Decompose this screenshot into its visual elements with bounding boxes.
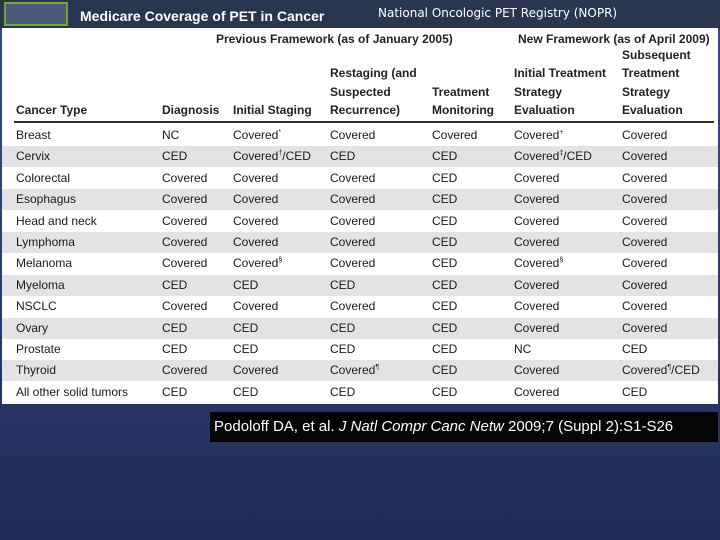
coverage-cell — [162, 128, 179, 142]
cell-text: CED — [233, 320, 259, 335]
cell-text: Lymphoma — [16, 235, 75, 249]
cell-text: Covered — [514, 384, 560, 399]
column-header-5-line-0: Initial Treatment — [514, 66, 607, 80]
cell-text: Covered — [622, 256, 668, 271]
cancer-type-cell — [16, 299, 57, 313]
cell-text: CED — [330, 384, 356, 399]
cell-text: Covered — [514, 363, 560, 378]
cancer-type-cell — [16, 214, 97, 228]
coverage-cell — [432, 299, 457, 313]
cell-text: Covered — [622, 363, 668, 378]
coverage-cell — [162, 363, 207, 377]
cell-text: Covered — [233, 299, 279, 314]
cell-text: Covered — [330, 235, 376, 249]
cell-text: CED — [162, 277, 188, 292]
cell-text: Covered — [162, 213, 208, 228]
cell-text: Covered — [162, 192, 208, 207]
cell-text: Thyroid — [16, 363, 57, 378]
coverage-cell — [233, 149, 311, 163]
cell-text: Covered — [233, 235, 279, 249]
coverage-cell — [622, 235, 667, 249]
coverage-cell — [233, 214, 278, 228]
coverage-cell — [162, 235, 207, 249]
table-row — [2, 253, 718, 274]
coverage-cell — [622, 278, 667, 292]
cancer-type-cell — [16, 363, 56, 377]
coverage-cell — [162, 299, 207, 313]
cell-text: NC — [162, 128, 180, 142]
coverage-cell — [233, 235, 278, 249]
coverage-cell — [162, 256, 207, 270]
cell-text: Covered — [233, 256, 279, 271]
coverage-cell — [162, 342, 187, 356]
coverage-cell — [330, 363, 379, 377]
cell-text: CED — [432, 320, 458, 335]
coverage-cell — [233, 342, 258, 356]
coverage-cell — [622, 192, 667, 206]
cancer-type-cell — [16, 235, 75, 249]
coverage-cell — [330, 278, 355, 292]
coverage-cell — [233, 192, 278, 206]
cell-text: CED — [162, 384, 188, 399]
cell-text: Covered — [330, 363, 376, 378]
table-row — [2, 360, 718, 381]
cell-text: Covered — [162, 363, 208, 378]
coverage-cell — [233, 256, 282, 270]
coverage-cell — [162, 385, 187, 399]
cell-text: Covered — [162, 235, 208, 249]
cell-text: CED — [432, 192, 458, 207]
coverage-cell — [233, 299, 278, 313]
coverage-cell — [514, 278, 559, 292]
cell-text: CED — [432, 235, 458, 249]
cell-text: Covered — [622, 299, 668, 314]
slide-title: Medicare Coverage of PET in Cancer — [80, 8, 325, 24]
coverage-cell — [622, 385, 647, 399]
coverage-cell — [622, 171, 667, 185]
column-header-6-line-0: Subsequent — [622, 47, 691, 62]
cell-text: CED — [162, 342, 188, 356]
group-header-new: New Framework (as of April 2009) — [518, 32, 710, 46]
coverage-cell — [330, 149, 355, 163]
coverage-table — [2, 28, 718, 404]
column-header-5-line-2: Evaluation — [514, 103, 575, 117]
title-bar — [0, 0, 720, 30]
cell-text: Covered — [514, 235, 560, 249]
column-header-0-line-0: Cancer Type — [16, 103, 88, 117]
coverage-cell — [330, 128, 375, 142]
coverage-cell — [514, 128, 563, 142]
cell-text: Prostate — [16, 342, 61, 356]
cell-text: CED — [330, 320, 356, 335]
cell-text: Covered — [514, 320, 560, 335]
cell-text: Covered — [514, 170, 560, 185]
table-row — [2, 275, 718, 296]
coverage-cell — [622, 256, 667, 270]
cell-text: Covered — [330, 299, 376, 314]
coverage-cell — [330, 171, 375, 185]
coverage-cell — [233, 278, 258, 292]
cell-text: CED — [233, 384, 259, 399]
cell-text: Covered — [233, 149, 279, 164]
coverage-cell — [622, 128, 667, 142]
cancer-type-cell — [16, 171, 70, 185]
column-header-6-line-2: Strategy — [622, 84, 671, 99]
cell-text: Cervix — [16, 149, 51, 164]
coverage-cell — [432, 235, 457, 249]
footnote-marker: + — [559, 129, 564, 136]
cell-text: Covered — [432, 128, 478, 142]
cancer-type-cell — [16, 278, 65, 292]
cell-text: Myeloma — [16, 277, 65, 292]
coverage-cell — [432, 278, 457, 292]
footnote-marker: ¶ — [667, 364, 672, 372]
cell-text: Covered — [622, 235, 668, 249]
table-row — [2, 189, 718, 210]
coverage-cell — [432, 321, 457, 335]
table-row — [2, 339, 718, 360]
citation-authors: Podoloff DA, et al. — [214, 418, 335, 435]
column-header-6-line-3: Evaluation — [622, 103, 683, 117]
footnote-marker: § — [278, 257, 283, 265]
cell-text: Covered — [162, 299, 208, 314]
cell-text: CED — [330, 149, 356, 164]
cell-text: NSCLC — [16, 299, 57, 314]
citation-journal: J Natl Compr Canc Netw — [338, 418, 504, 435]
table-row — [2, 382, 718, 403]
coverage-cell — [432, 385, 457, 399]
cancer-type-cell — [16, 128, 51, 142]
footnote-marker: † — [278, 150, 283, 158]
citation-box — [210, 412, 718, 442]
column-header-1-line-0: Diagnosis — [162, 103, 220, 117]
coverage-cell — [162, 149, 187, 163]
coverage-cell — [330, 235, 375, 249]
cell-text: Esophagus — [16, 192, 77, 207]
coverage-cell — [514, 214, 559, 228]
cell-text: Covered — [514, 277, 560, 292]
cancer-type-cell — [16, 256, 72, 270]
cell-text: CED — [432, 149, 458, 164]
column-header-2-line-0: Initial Staging — [233, 103, 312, 117]
cell-text: CED — [330, 277, 356, 292]
cell-text: Covered — [514, 213, 560, 228]
cell-text: CED — [233, 342, 259, 356]
table-row — [2, 125, 718, 146]
cell-text: CED — [622, 342, 648, 356]
coverage-cell — [330, 192, 375, 206]
coverage-cell — [514, 385, 559, 399]
coverage-cell — [432, 192, 457, 206]
coverage-cell — [330, 299, 375, 313]
cell-text: CED — [432, 213, 458, 228]
coverage-cell — [514, 149, 592, 163]
cancer-type-cell — [16, 385, 128, 399]
cell-text: Covered — [330, 192, 376, 207]
cell-text: CED — [432, 363, 458, 378]
cell-text: Covered — [514, 128, 560, 142]
coverage-cell — [514, 192, 559, 206]
cell-text: Covered — [622, 213, 668, 228]
logo-icon — [4, 2, 68, 26]
coverage-cell — [622, 342, 647, 356]
cell-text: Covered — [622, 192, 668, 207]
cell-text: Covered — [514, 192, 560, 207]
coverage-cell — [622, 299, 667, 313]
table-row — [2, 211, 718, 232]
group-header-previous: Previous Framework (as of January 2005) — [216, 32, 453, 46]
cell-text: Covered — [330, 170, 376, 185]
coverage-cell — [432, 171, 457, 185]
coverage-cell — [622, 321, 667, 335]
coverage-cell — [233, 128, 281, 142]
coverage-cell — [622, 149, 667, 163]
cell-text: All other solid tumors — [16, 384, 129, 399]
cell-text: Covered — [162, 170, 208, 185]
cell-text: Covered — [622, 128, 668, 142]
coverage-cell — [622, 214, 667, 228]
cancer-type-cell — [16, 192, 76, 206]
cell-text: CED — [330, 342, 356, 356]
coverage-cell — [233, 363, 278, 377]
cell-text: Colorectal — [16, 170, 71, 185]
coverage-cell — [514, 363, 559, 377]
cell-text: CED — [162, 149, 188, 164]
table-row — [2, 146, 718, 167]
coverage-cell — [330, 385, 355, 399]
coverage-cell — [330, 321, 355, 335]
cell-text: Covered — [233, 363, 279, 378]
table-row — [2, 296, 718, 317]
coverage-cell — [514, 321, 559, 335]
cell-text: CED — [622, 384, 648, 399]
column-header-4-line-0: Treatment — [432, 84, 490, 99]
registry-label: National Oncologic PET Registry (NOPR) — [378, 6, 618, 20]
coverage-cell — [162, 192, 207, 206]
footnote-marker: ‡ — [559, 150, 564, 158]
cell-text: Covered — [622, 149, 668, 164]
coverage-cell — [330, 342, 355, 356]
header-divider — [14, 121, 714, 123]
cell-text: NC — [514, 342, 532, 356]
cell-text: CED — [432, 384, 458, 399]
coverage-cell — [432, 363, 457, 377]
coverage-cell — [162, 278, 187, 292]
cell-text: Covered — [330, 256, 376, 271]
cell-text: Covered — [514, 149, 560, 164]
table-row — [2, 232, 718, 253]
column-header-3-line-0: Restaging (and — [330, 66, 417, 80]
cell-text: Breast — [16, 128, 51, 142]
coverage-cell — [432, 256, 457, 270]
coverage-cell — [432, 149, 457, 163]
column-header-3-line-1: Suspected — [330, 84, 391, 99]
cell-text: Covered — [330, 213, 376, 228]
cell-text: CED — [432, 299, 458, 314]
coverage-cell — [233, 385, 258, 399]
column-header-5-line-1: Strategy — [514, 84, 563, 99]
cell-suffix: /CED — [563, 149, 592, 164]
coverage-cell — [233, 171, 278, 185]
coverage-cell — [162, 214, 207, 228]
footnote-marker: * — [278, 129, 282, 136]
cell-text: CED — [233, 277, 259, 292]
cell-text: CED — [432, 256, 458, 271]
cell-text: CED — [432, 342, 458, 356]
cell-text: Covered — [514, 299, 560, 314]
coverage-cell — [233, 321, 258, 335]
footnote-marker: ¶ — [375, 364, 380, 372]
cell-text: Covered — [162, 256, 208, 271]
cell-text: Covered — [622, 320, 668, 335]
coverage-cell — [432, 128, 477, 142]
cell-text: Head and neck — [16, 213, 97, 228]
cell-text: Ovary — [16, 320, 49, 335]
cell-suffix: /CED — [671, 363, 700, 378]
footnote-marker: § — [559, 257, 564, 265]
citation-details: 2009;7 (Suppl 2):S1-S26 — [508, 418, 674, 435]
coverage-cell — [514, 342, 531, 356]
coverage-cell — [514, 235, 559, 249]
cell-text: Covered — [233, 192, 279, 207]
coverage-cell — [162, 171, 207, 185]
column-header-4-line-1: Monitoring — [432, 103, 494, 117]
cell-text: Covered — [330, 128, 376, 142]
coverage-cell — [432, 214, 457, 228]
cell-text: Covered — [514, 256, 560, 271]
table-row — [2, 318, 718, 339]
cell-text: Covered — [233, 170, 279, 185]
coverage-cell — [162, 321, 187, 335]
coverage-cell — [432, 342, 457, 356]
cell-text: Covered — [622, 170, 668, 185]
coverage-cell — [514, 299, 559, 313]
cell-text: CED — [432, 277, 458, 292]
cell-text: Covered — [233, 128, 279, 142]
coverage-cell — [330, 214, 375, 228]
cancer-type-cell — [16, 149, 50, 163]
cell-text: Covered — [233, 213, 279, 228]
cancer-type-cell — [16, 342, 61, 356]
coverage-cell — [330, 256, 375, 270]
coverage-cell — [514, 171, 559, 185]
coverage-cell — [514, 256, 563, 270]
cell-text: CED — [432, 170, 458, 185]
cell-text: Melanoma — [16, 256, 73, 271]
table-row — [2, 168, 718, 189]
cell-suffix: /CED — [282, 149, 311, 164]
cancer-type-cell — [16, 321, 48, 335]
coverage-cell — [622, 363, 700, 377]
cell-text: Covered — [622, 277, 668, 292]
column-header-3-line-2: Recurrence) — [330, 103, 401, 117]
cell-text: CED — [162, 320, 188, 335]
column-header-6-line-1: Treatment — [622, 66, 680, 80]
